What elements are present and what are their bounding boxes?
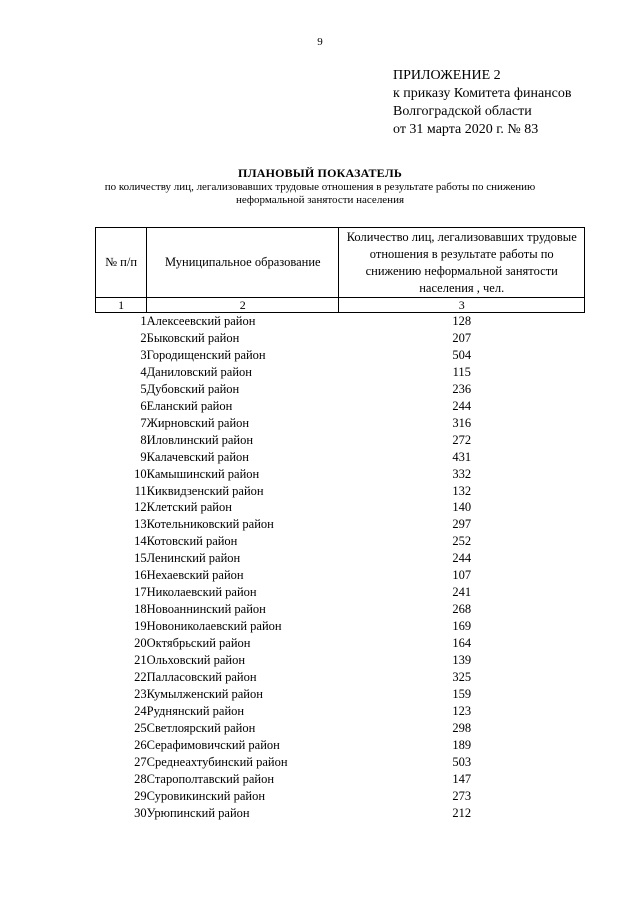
row-count: 159 — [452, 686, 472, 701]
appendix-order-ref: к приказу Комитета финансов — [393, 86, 572, 101]
row-municipality: Урюпинский район — [146, 805, 250, 820]
row-municipality: Палласовский район — [146, 670, 257, 685]
header-row — [96, 228, 585, 298]
row-count: 503 — [452, 754, 472, 769]
row-number: 17 — [134, 585, 147, 600]
row-count: 268 — [452, 602, 472, 617]
row-municipality: Новоаннинский район — [146, 602, 266, 617]
table-row — [96, 771, 585, 788]
row-count: 332 — [452, 466, 472, 481]
row-count: 252 — [452, 534, 472, 549]
column-number-1: 1 — [96, 298, 147, 313]
row-municipality: Котельниковский район — [146, 517, 274, 532]
row-municipality: Даниловский район — [146, 364, 252, 379]
row-municipality: Кумылженский район — [146, 686, 263, 701]
row-municipality: Жирновский район — [146, 415, 250, 430]
row-count: 139 — [452, 653, 472, 668]
row-municipality: Серафимовичский район — [146, 737, 280, 752]
table-row — [96, 313, 585, 330]
row-count: 107 — [452, 568, 472, 583]
header-count: Количество лиц, легализовавших трудовые отношения в результате работы по снижению неформальной занятости населения , чел. — [339, 228, 585, 298]
row-municipality: Светлоярский район — [146, 720, 256, 735]
row-count: 207 — [452, 330, 472, 345]
table-row — [96, 466, 585, 483]
table-row — [96, 449, 585, 466]
row-count: 128 — [452, 314, 472, 328]
table-row — [96, 788, 585, 805]
row-number: 21 — [134, 653, 147, 668]
row-municipality: Октябрьский район — [146, 636, 251, 651]
column-number-2: 2 — [147, 298, 339, 313]
row-number: 26 — [134, 737, 147, 752]
row-count: 169 — [452, 619, 472, 634]
row-count: 504 — [452, 347, 472, 362]
row-number: 15 — [134, 551, 147, 566]
row-municipality: Дубовский район — [146, 381, 240, 396]
row-municipality: Быковский район — [146, 330, 240, 345]
table-row — [96, 805, 585, 822]
row-number: 24 — [134, 703, 147, 718]
row-municipality: Нехаевский район — [146, 568, 244, 583]
row-count: 164 — [452, 636, 472, 651]
table-body — [96, 313, 585, 822]
row-municipality: Николаевский район — [146, 585, 257, 600]
table-row — [96, 567, 585, 584]
row-number: 4 — [140, 364, 147, 379]
row-municipality: Камышинский район — [146, 466, 260, 481]
row-number: 20 — [134, 636, 147, 651]
header-number: № п/п — [96, 228, 147, 298]
row-number: 7 — [140, 415, 147, 430]
row-municipality: Иловлинский район — [146, 432, 254, 447]
row-municipality: Городищенский район — [146, 347, 266, 362]
row-number: 28 — [134, 771, 147, 786]
table-row — [96, 720, 585, 737]
row-municipality: Алексеевский район — [146, 314, 256, 328]
row-count: 431 — [452, 449, 472, 464]
row-municipality: Клетский район — [146, 500, 232, 515]
row-count: 298 — [452, 720, 472, 735]
row-number: 29 — [134, 788, 147, 803]
row-count: 316 — [452, 415, 472, 430]
table-row — [96, 398, 585, 415]
row-count: 132 — [452, 483, 472, 498]
row-number: 23 — [134, 686, 147, 701]
table-row — [96, 533, 585, 550]
row-number: 27 — [134, 754, 147, 769]
row-count: 123 — [452, 703, 472, 718]
row-number: 30 — [134, 805, 147, 820]
row-count: 212 — [452, 805, 472, 820]
row-count: 273 — [452, 788, 472, 803]
row-number: 12 — [134, 500, 147, 515]
row-count: 241 — [452, 585, 472, 600]
row-number: 13 — [134, 517, 147, 532]
header-municipality: Муниципальное образование — [147, 228, 339, 298]
table-row — [96, 364, 585, 381]
table-row — [96, 432, 585, 449]
document-subtitle: по количеству лиц, легализовавших трудовые отношения в результате работы по снижению неформальной занятости населения — [104, 181, 536, 206]
row-number: 25 — [134, 720, 147, 735]
table-row — [96, 669, 585, 686]
table-row — [96, 703, 585, 720]
row-count: 325 — [452, 670, 472, 685]
row-count: 189 — [452, 737, 472, 752]
row-municipality: Калачевский район — [146, 449, 249, 464]
table-row — [96, 347, 585, 364]
row-number: 9 — [140, 449, 147, 464]
row-municipality: Новониколаевский район — [146, 619, 282, 634]
row-number: 22 — [134, 670, 147, 685]
table-row — [96, 737, 585, 754]
row-count: 272 — [452, 432, 472, 447]
appendix-date: от 31 марта 2020 г. № 83 — [393, 122, 539, 137]
row-municipality: Котовский район — [146, 534, 238, 549]
table-row — [96, 635, 585, 652]
table-row — [96, 601, 585, 618]
row-number: 2 — [140, 330, 147, 345]
row-count: 236 — [452, 381, 472, 396]
row-count: 140 — [452, 500, 472, 515]
table-row — [96, 754, 585, 771]
row-municipality: Ольховский район — [146, 653, 246, 668]
table-row — [96, 550, 585, 567]
table-row — [96, 516, 585, 533]
row-municipality: Руднянский район — [146, 703, 245, 718]
row-count: 244 — [452, 398, 472, 413]
row-number: 11 — [134, 483, 147, 498]
row-number: 3 — [140, 347, 147, 362]
appendix-block — [393, 67, 571, 139]
row-count: 244 — [452, 551, 472, 566]
column-number-row — [96, 298, 585, 313]
row-number: 6 — [140, 398, 147, 413]
plan-table — [95, 227, 585, 822]
page-number: 9 — [317, 36, 323, 48]
appendix-title: ПРИЛОЖЕНИЕ 2 — [393, 68, 501, 83]
row-number: 16 — [134, 568, 147, 583]
column-number-3: 3 — [339, 298, 585, 313]
row-number: 10 — [134, 466, 147, 481]
table-row — [96, 686, 585, 703]
row-municipality: Ленинский район — [146, 551, 241, 566]
appendix-region: Волгоградской области — [393, 104, 532, 119]
row-count: 297 — [452, 517, 472, 532]
table-row — [96, 618, 585, 635]
row-municipality: Старополтавский район — [146, 771, 275, 786]
row-municipality: Еланский район — [146, 398, 233, 413]
row-municipality: Суровикинский район — [146, 788, 266, 803]
row-municipality: Киквидзенский район — [146, 483, 264, 498]
table-row — [96, 584, 585, 601]
row-municipality: Среднеахтубинский район — [146, 754, 288, 769]
table-row — [96, 381, 585, 398]
row-number: 18 — [134, 602, 147, 617]
row-number: 1 — [140, 314, 147, 328]
table-row — [96, 330, 585, 347]
title-block — [0, 166, 640, 207]
table-row — [96, 652, 585, 669]
document-title: ПЛАНОВЫЙ ПОКАЗАТЕЛЬ — [238, 166, 402, 180]
row-number: 5 — [140, 381, 147, 396]
table-row — [96, 415, 585, 432]
row-number: 14 — [134, 534, 147, 549]
table-row — [96, 483, 585, 500]
row-number: 19 — [134, 619, 147, 634]
table-row — [96, 499, 585, 516]
row-count: 147 — [452, 771, 472, 786]
row-count: 115 — [452, 364, 471, 379]
row-number: 8 — [140, 432, 147, 447]
